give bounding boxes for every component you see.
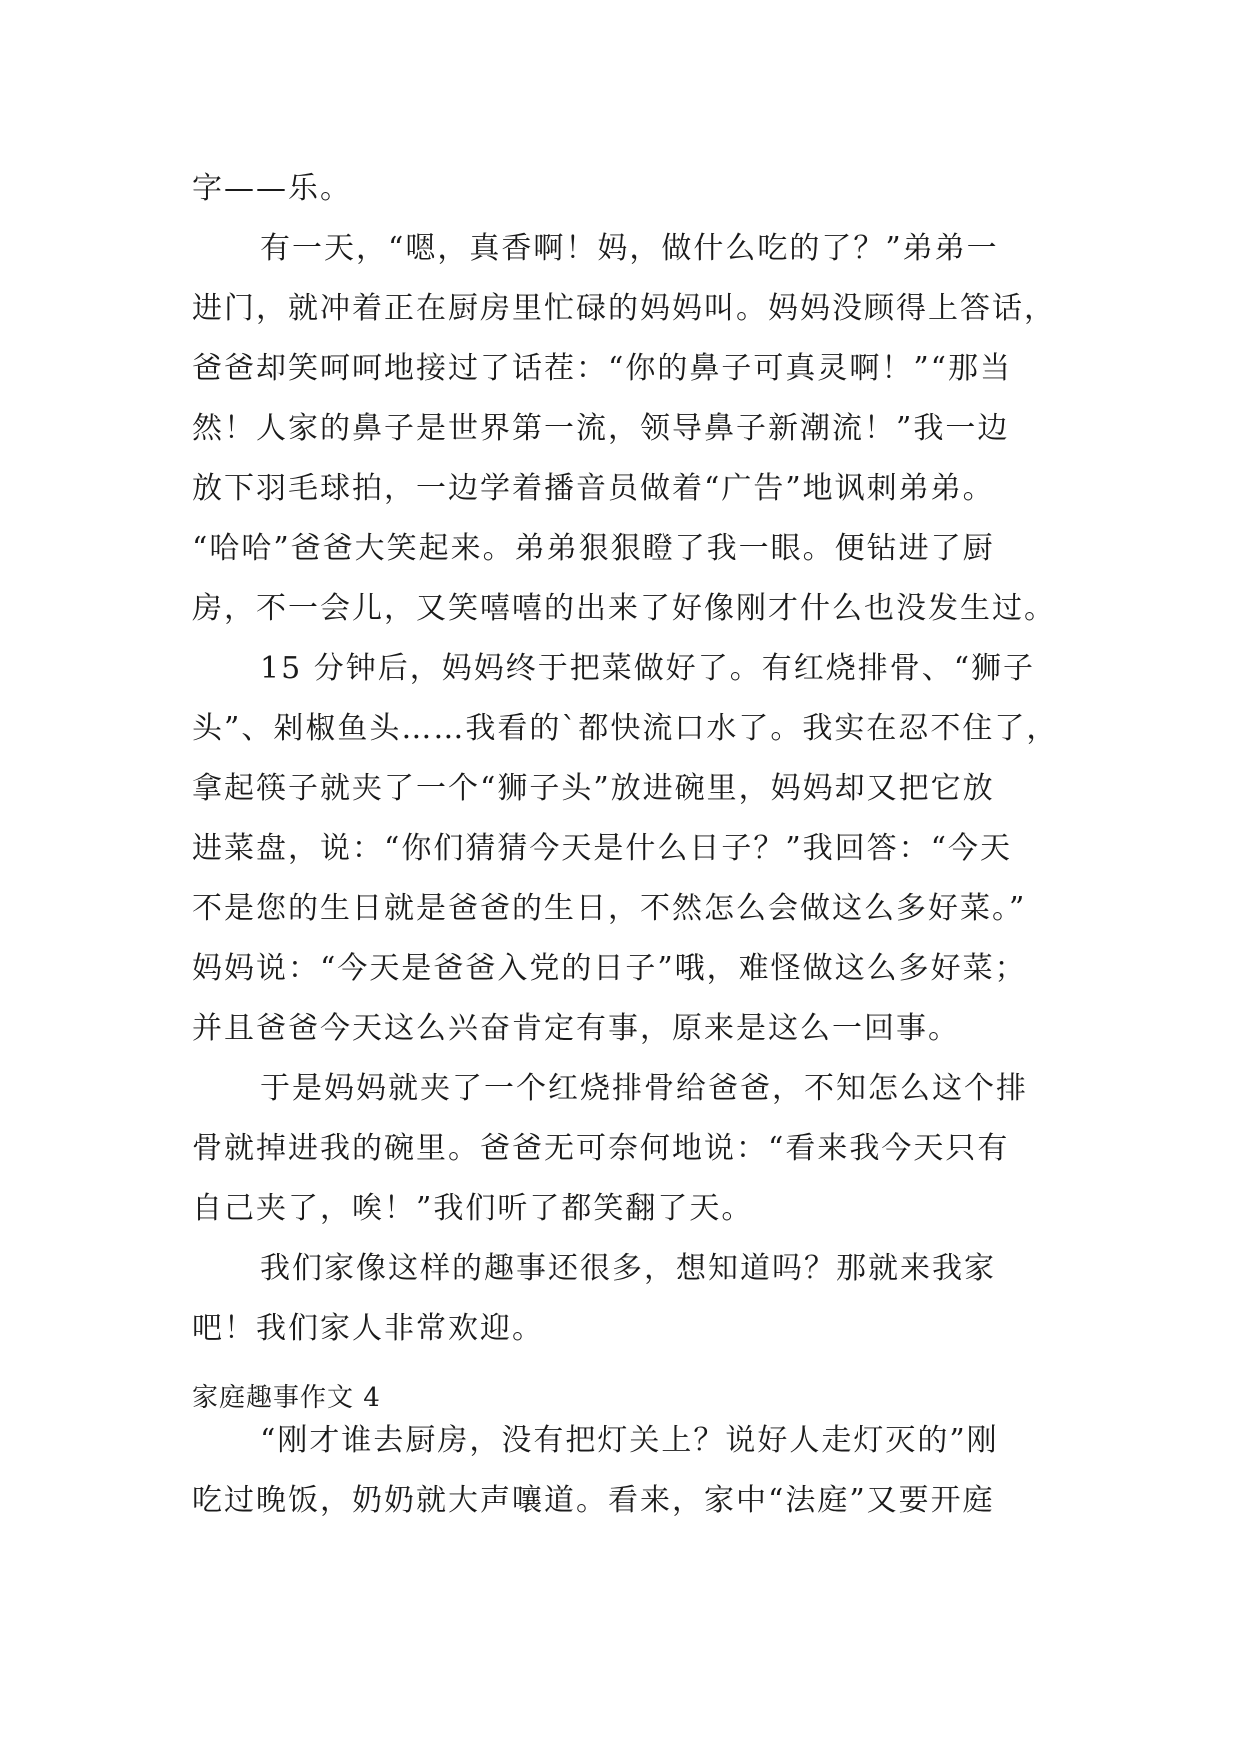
text-line: 头”、剁椒鱼头……我看的`都快流口水了。我实在忍不住了， — [192, 711, 1059, 746]
text-line: 自己夹了，唉！”我们听了都笑翻了天。 — [192, 1191, 754, 1226]
text-line: 骨就掉进我的碗里。爸爸无可奈何地说：“看来我今天只有 — [192, 1131, 1010, 1166]
text-line: 我们家像这样的趣事还很多，想知道吗？那就来我家 — [260, 1251, 996, 1286]
essay-body-top — [192, 159, 1059, 1359]
text-line: 进门，就冲着正在厨房里忙碌的妈妈叫。妈妈没顾得上答话， — [192, 291, 1056, 326]
text-line: 于是妈妈就夹了一个红烧排骨给爸爸，不知怎么这个排 — [260, 1071, 1028, 1106]
text-line: 字——乐。 — [192, 171, 352, 206]
text-line: 然！人家的鼻子是世界第一流，领导鼻子新潮流！”我一边 — [192, 411, 1010, 446]
text-line: 拿起筷子就夹了一个“狮子头”放进碗里，妈妈却又把它放 — [192, 771, 995, 806]
text-line: 15 分钟后，妈妈终于把菜做好了。有红烧排骨、“狮子 — [260, 651, 1036, 686]
text-line: 不是您的生日就是爸爸的生日，不然怎么会做这么多好菜。” — [192, 891, 1027, 926]
text-line: 房，不一会儿，又笑嘻嘻的出来了好像刚才什么也没发生过。 — [192, 591, 1056, 626]
section-heading: 家庭趣事作文 4 — [192, 1383, 381, 1413]
text-line: 放下羽毛球拍，一边学着播音员做着“广告”地讽刺弟弟。 — [192, 471, 995, 506]
essay-body-bottom — [192, 1411, 1052, 1531]
text-line: 并且爸爸今天这么兴奋肯定有事，原来是这么一回事。 — [192, 1011, 960, 1046]
text-line: 爸爸却笑呵呵地接过了话茬：“你的鼻子可真灵啊！”“那当 — [192, 351, 1013, 386]
text-line: 有一天，“嗯，真香啊！妈，做什么吃的了？”弟弟一 — [260, 231, 999, 266]
text-line: 吃过晚饭，奶奶就大声嚷道。看来，家中“法庭”又要开庭 — [192, 1483, 995, 1518]
text-line: “哈哈”爸爸大笑起来。弟弟狠狠瞪了我一眼。便钻进了厨 — [192, 531, 995, 566]
text-line: 吧！我们家人非常欢迎。 — [192, 1311, 544, 1346]
text-line: “刚才谁去厨房，没有把灯关上？说好人走灯灭的”刚 — [260, 1423, 999, 1458]
text-line: 进菜盘，说：“你们猜猜今天是什么日子？”我回答：“今天 — [192, 831, 1013, 866]
text-line: 妈妈说：“今天是爸爸入党的日子”哦，难怪做这么多好菜； — [192, 951, 1027, 986]
